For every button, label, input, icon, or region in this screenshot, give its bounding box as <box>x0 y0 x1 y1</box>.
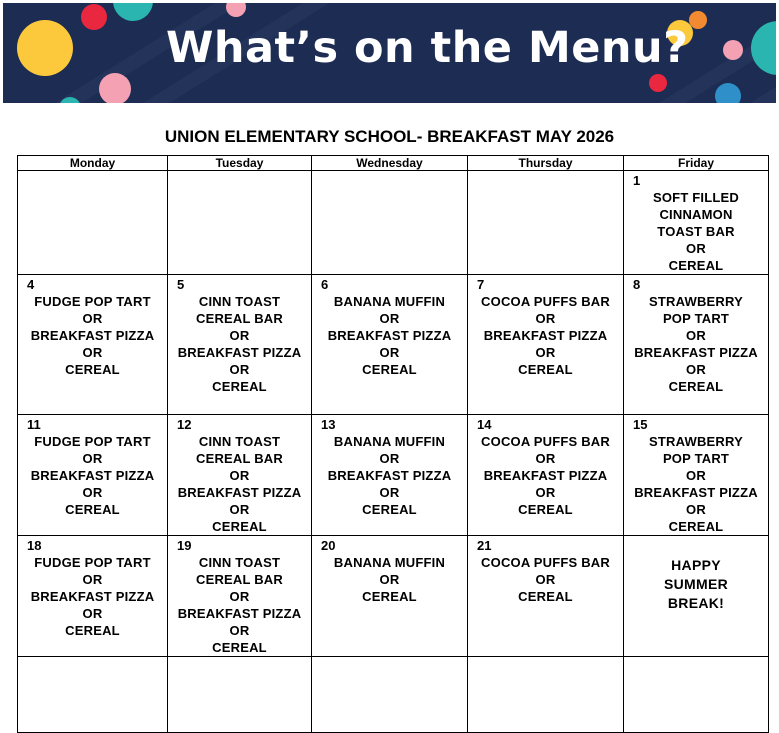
pink-dot-decoration <box>723 40 743 60</box>
menu-item: CEREAL <box>212 640 267 655</box>
menu-items <box>468 554 623 605</box>
calendar-day-cell <box>312 275 468 415</box>
menu-items <box>168 433 311 535</box>
calendar-day-cell <box>468 171 624 275</box>
menu-item: STRAWBERRY <box>649 434 743 449</box>
menu-item: CINN TOAST <box>198 555 281 570</box>
day-number: 6 <box>321 277 329 292</box>
menu-item: OR <box>82 345 103 360</box>
menu-banner <box>3 3 776 103</box>
menu-item: COCOA PUFFS BAR <box>481 294 610 309</box>
menu-item: POP TART <box>662 451 730 466</box>
calendar-day-cell <box>624 275 769 415</box>
calendar-week-row <box>18 657 769 733</box>
red-dot-decoration <box>81 4 107 30</box>
calendar-day-cell <box>168 171 312 275</box>
menu-item: OR <box>82 606 103 621</box>
teal-dot-decoration <box>113 3 153 21</box>
menu-item: TOAST BAR <box>657 224 735 239</box>
day-number <box>624 657 768 659</box>
calendar-day-cell <box>312 536 468 657</box>
menu-item: OR <box>535 311 556 326</box>
menu-items <box>624 433 768 535</box>
day-number <box>18 171 167 173</box>
menu-item: FUDGE POP TART <box>34 434 151 449</box>
calendar-week-row <box>18 171 769 275</box>
menu-item: CEREAL <box>518 362 573 377</box>
weekday-header: Thursday <box>468 156 624 171</box>
menu-item: OR <box>535 572 556 587</box>
calendar-title: UNION ELEMENTARY SCHOOL- BREAKFAST MAY 2026 <box>164 127 615 146</box>
menu-item: BREAKFAST PIZZA <box>327 468 452 483</box>
menu-item: OR <box>82 451 103 466</box>
day-number: 4 <box>27 277 35 292</box>
menu-item: STRAWBERRY <box>649 294 743 309</box>
calendar-day-cell <box>624 171 769 275</box>
menu-item: BREAKFAST PIZZA <box>634 345 758 360</box>
day-number: 5 <box>177 277 185 292</box>
menu-item: CEREAL <box>212 379 267 394</box>
calendar-day-cell <box>312 171 468 275</box>
menu-items <box>168 293 311 395</box>
day-number: 21 <box>477 538 492 553</box>
menu-item: CEREAL BAR <box>196 451 283 466</box>
menu-item: OR <box>686 241 706 256</box>
day-number <box>468 657 623 659</box>
weekday-header-row <box>18 156 769 171</box>
menu-items <box>18 433 167 518</box>
menu-item: CEREAL <box>668 258 724 273</box>
breakfast-calendar <box>17 155 769 733</box>
menu-item: CEREAL <box>518 502 573 517</box>
menu-item: BREAKFAST PIZZA <box>634 485 758 500</box>
menu-item: CINNAMON <box>659 207 733 222</box>
menu-items <box>168 554 311 656</box>
day-number: 12 <box>177 417 192 432</box>
menu-item: BREAKFAST PIZZA <box>177 606 302 621</box>
menu-item: BREAKFAST PIZZA <box>327 328 452 343</box>
menu-item: CEREAL <box>65 502 120 517</box>
weekday-header: Wednesday <box>312 156 468 171</box>
menu-item: OR <box>535 451 556 466</box>
calendar-day-cell <box>18 171 168 275</box>
menu-item: BREAKFAST PIZZA <box>483 328 608 343</box>
weekday-header: Monday <box>18 156 168 171</box>
menu-item: OR <box>379 485 400 500</box>
menu-items <box>18 293 167 378</box>
menu-items <box>312 433 467 518</box>
day-number <box>312 657 467 659</box>
menu-item: OR <box>535 485 556 500</box>
teal-dot-decoration <box>751 21 776 75</box>
menu-item: BANANA MUFFIN <box>333 434 446 449</box>
summer-break-note <box>624 538 768 613</box>
menu-items <box>468 293 623 378</box>
day-number: 14 <box>477 417 492 432</box>
calendar-week-row <box>18 415 769 536</box>
menu-item: CEREAL BAR <box>196 572 283 587</box>
calendar-day-cell <box>168 536 312 657</box>
day-number: 7 <box>477 277 485 292</box>
weekday-header: Friday <box>624 156 769 171</box>
calendar-week-row <box>18 536 769 657</box>
menu-item: BREAKFAST PIZZA <box>30 328 155 343</box>
menu-item: OR <box>229 328 250 343</box>
menu-item: BANANA MUFFIN <box>333 294 446 309</box>
red-dot-decoration <box>649 74 667 92</box>
menu-item: SOFT FILLED <box>653 190 739 205</box>
pink-dot-decoration <box>226 3 246 17</box>
menu-item: BREAKFAST PIZZA <box>30 468 155 483</box>
day-number: 8 <box>633 277 641 292</box>
menu-item: FUDGE POP TART <box>34 555 151 570</box>
yellow-dot-decoration <box>17 20 73 76</box>
menu-item: BREAKFAST PIZZA <box>483 468 608 483</box>
menu-item: BREAKFAST PIZZA <box>177 345 302 360</box>
calendar-day-cell <box>168 275 312 415</box>
menu-item: CEREAL <box>362 362 417 377</box>
menu-item: OR <box>82 311 103 326</box>
calendar-week-row <box>18 275 769 415</box>
menu-item: OR <box>229 589 250 604</box>
calendar-day-cell <box>18 275 168 415</box>
blue-dot-decoration <box>715 83 741 103</box>
day-number <box>168 657 311 659</box>
menu-item: OR <box>686 468 706 483</box>
calendar-day-cell <box>18 536 168 657</box>
note-line: HAPPY <box>671 557 721 573</box>
menu-item: FUDGE POP TART <box>34 294 151 309</box>
calendar-day-cell <box>468 415 624 536</box>
menu-item: OR <box>686 328 706 343</box>
menu-item: OR <box>535 345 556 360</box>
day-number: 15 <box>633 417 648 432</box>
menu-item: CEREAL <box>212 519 267 534</box>
calendar-day-cell <box>18 415 168 536</box>
menu-item: OR <box>82 485 103 500</box>
menu-item: OR <box>379 345 400 360</box>
menu-item: CEREAL <box>668 379 724 394</box>
menu-item: CEREAL BAR <box>196 311 283 326</box>
day-number <box>312 171 467 173</box>
calendar-day-cell <box>168 415 312 536</box>
calendar-day-cell <box>312 657 468 733</box>
day-number: 19 <box>177 538 192 553</box>
menu-item: OR <box>686 362 706 377</box>
calendar-day-cell <box>468 536 624 657</box>
menu-item: CEREAL <box>668 519 724 534</box>
day-number <box>168 171 311 173</box>
menu-item: OR <box>229 468 250 483</box>
calendar-day-cell <box>312 415 468 536</box>
calendar-day-cell <box>624 657 769 733</box>
calendar-day-cell <box>468 275 624 415</box>
menu-item: CINN TOAST <box>198 294 281 309</box>
day-number: 11 <box>27 417 41 432</box>
calendar-day-cell <box>624 536 769 657</box>
menu-item: CEREAL <box>362 589 417 604</box>
menu-item: COCOA PUFFS BAR <box>481 434 610 449</box>
menu-item: CEREAL <box>65 623 120 638</box>
calendar-day-cell <box>624 415 769 536</box>
day-number <box>468 171 623 173</box>
menu-item: OR <box>82 572 103 587</box>
menu-item: OR <box>379 572 400 587</box>
menu-item: BREAKFAST PIZZA <box>30 589 155 604</box>
day-number: 13 <box>321 417 336 432</box>
weekday-header: Tuesday <box>168 156 312 171</box>
menu-item: OR <box>229 623 250 638</box>
note-line: SUMMER <box>663 576 729 592</box>
banner-title: What’s on the Menu? <box>166 23 689 73</box>
menu-item: OR <box>686 502 706 517</box>
menu-items <box>18 554 167 639</box>
menu-item: CEREAL <box>518 589 573 604</box>
day-number: 18 <box>27 538 42 553</box>
pink-dot-decoration <box>99 73 131 103</box>
menu-item: OR <box>379 451 400 466</box>
menu-items <box>624 293 768 395</box>
day-number <box>18 657 167 659</box>
menu-item: COCOA PUFFS BAR <box>481 555 610 570</box>
calendar-day-cell <box>18 657 168 733</box>
day-number: 1 <box>633 173 641 188</box>
orange-dot-decoration <box>689 11 707 29</box>
menu-item: BREAKFAST PIZZA <box>177 485 302 500</box>
menu-items <box>624 189 768 274</box>
menu-item: BANANA MUFFIN <box>333 555 446 570</box>
menu-item: CEREAL <box>65 362 120 377</box>
day-number: 20 <box>321 538 336 553</box>
menu-item: OR <box>379 311 400 326</box>
menu-items <box>468 433 623 518</box>
menu-item: CEREAL <box>362 502 417 517</box>
menu-item: OR <box>229 502 250 517</box>
menu-item: OR <box>229 362 250 377</box>
calendar-day-cell <box>168 657 312 733</box>
calendar-day-cell <box>468 657 624 733</box>
note-line: BREAK! <box>667 595 725 611</box>
menu-item: CINN TOAST <box>198 434 281 449</box>
menu-item: POP TART <box>662 311 730 326</box>
menu-items <box>312 293 467 378</box>
menu-items <box>312 554 467 605</box>
